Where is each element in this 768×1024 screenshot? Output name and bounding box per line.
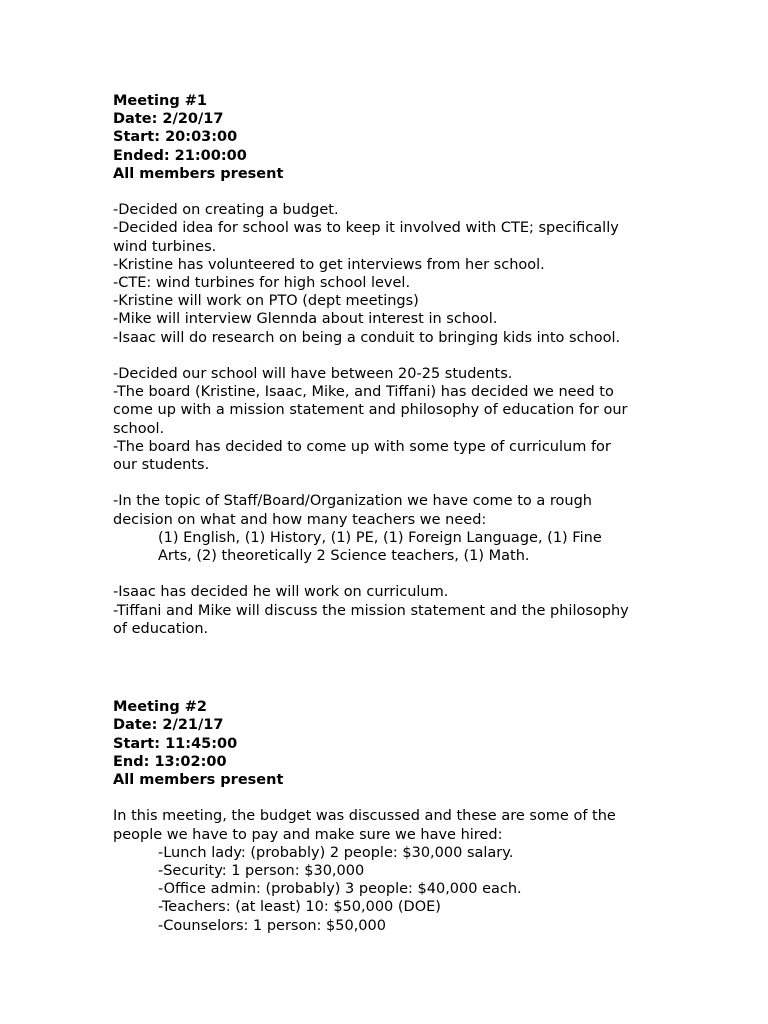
note-line: -Kristine has volunteered to get interviews from her school.	[113, 256, 545, 273]
document-page	[113, 92, 673, 935]
meeting-2-header	[113, 698, 673, 789]
budget-list-item: -Counselors: 1 person: $50,000	[158, 917, 386, 934]
budget-list-item: -Teachers: (at least) 10: $50,000 (DOE)	[158, 899, 441, 916]
note-line: school.	[113, 420, 165, 437]
note-line: -The board (Kristine, Isaac, Mike, and Tiffani) has decided we need to	[113, 384, 614, 401]
meeting-1-date: Date: 2/20/17	[113, 111, 224, 128]
note-line: decision on what and how many teachers we need:	[113, 511, 487, 528]
note-line: -Isaac will do research on being a conduit to bringing kids into school.	[113, 329, 621, 346]
budget-list-item: -Office admin: (probably) 3 people: $40,000 each.	[158, 881, 522, 898]
note-line: -Decided our school will have between 20-25 students.	[113, 366, 513, 383]
meeting-2-attendance: All members present	[113, 772, 284, 789]
meeting-2-title: Meeting #2	[113, 699, 207, 716]
meeting-1-start: Start: 20:03:00	[113, 129, 238, 146]
meeting-1-notes-block-4	[113, 583, 673, 638]
meeting-2-end: End: 13:02:00	[113, 753, 227, 770]
spacer	[113, 474, 673, 492]
note-line: -CTE: wind turbines for high school level.	[113, 275, 411, 292]
note-line: -Kristine will work on PTO (dept meetings)	[113, 293, 419, 310]
spacer	[113, 638, 673, 680]
meeting-2-start: Start: 11:45:00	[113, 735, 238, 752]
note-line: -Mike will interview Glennda about interest in school.	[113, 311, 498, 328]
note-line: -Decided idea for school was to keep it involved with CTE; specifically	[113, 220, 619, 237]
note-line: come up with a mission statement and philosophy of education for our	[113, 402, 628, 419]
meeting-2-budget-list	[113, 844, 673, 935]
meeting-1-title: Meeting #1	[113, 93, 207, 109]
budget-list-item: -Lunch lady: (probably) 2 people: $30,000 salary.	[158, 844, 514, 861]
spacer	[113, 789, 673, 807]
meeting-1-end: Ended: 21:00:00	[113, 147, 247, 164]
note-line: -In the topic of Staff/Board/Organization we have come to a rough	[113, 493, 592, 510]
note-line: -Isaac has decided he will work on curriculum.	[113, 584, 449, 601]
note-line: people we have to pay and make sure we have hired:	[113, 826, 503, 843]
meeting-1-notes-block-1	[113, 201, 673, 347]
budget-list-item: -Security: 1 person: $30,000	[158, 863, 365, 880]
meeting-1-header	[113, 92, 673, 183]
note-line: -Tiffani and Mike will discuss the mission statement and the philosophy	[113, 602, 629, 619]
meeting-1-attendance: All members present	[113, 165, 284, 182]
teacher-list-line: (1) English, (1) History, (1) PE, (1) Foreign Language, (1) Fine	[158, 529, 602, 546]
spacer	[113, 565, 673, 583]
note-line: -Decided on creating a budget.	[113, 202, 339, 219]
spacer	[113, 183, 673, 201]
teacher-list-line: Arts, (2) theoretically 2 Science teachers, (1) Math.	[158, 548, 530, 565]
note-line: of education.	[113, 620, 209, 637]
spacer	[113, 680, 673, 698]
meeting-2-date: Date: 2/21/17	[113, 717, 224, 734]
meeting-1-notes-block-3	[113, 492, 673, 565]
note-line: wind turbines.	[113, 238, 217, 255]
note-line: -The board has decided to come up with some type of curriculum for	[113, 438, 611, 455]
meeting-2-intro	[113, 807, 673, 843]
meeting-1-notes-block-2	[113, 365, 673, 474]
spacer	[113, 347, 673, 365]
note-line: In this meeting, the budget was discussed and these are some of the	[113, 808, 616, 825]
note-line: our students.	[113, 457, 210, 474]
